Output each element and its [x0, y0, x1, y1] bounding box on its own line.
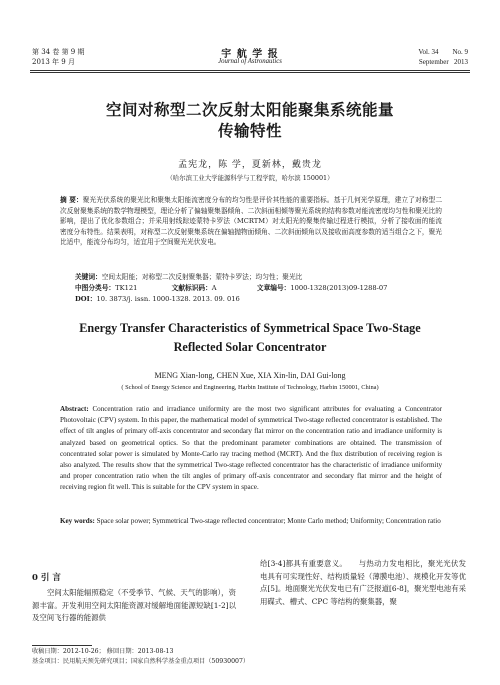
affiliation-en: ( School of Energy Science and Engineering, Harbin Institute of Technology, Harbin 150001, China)	[121, 384, 379, 391]
clc-label: 中图分类号：	[75, 284, 116, 292]
abstract-zh-text: 聚光光伏系统的聚光比和聚集太阳能流密度分布的均匀性是评价其性能的重要指标。基于几何光学原理，建立了对称型二次反射聚集系统的数学物理模型，理论分析了偏轴聚集器倾角、二次斜面相倾等聚光系统的结构参数对能流密度均匀性和聚光比的影响，提出了优化参数组合；并采用射线踪迹蒙特卡罗法（MCRTM）对太阳光的聚集传输过程进行模拟，分析了接收面的能流密度分布特性。结果表明，对称型二次反射聚集系统在偏轴抛物面倾角、二次斜面倾角以及接收面高度参数的适当组合之下，聚光比适中，能流分布均匀，适宜用于空间聚光光伏发电。	[60, 196, 443, 247]
doi-label: DOI：	[75, 295, 97, 303]
issue-date: 2013 年 9 月	[32, 58, 75, 66]
abstract-zh	[60, 195, 442, 248]
keywords-en-text: Space solar power; Symmetrical Two-stage reflected concentrator; Monte Carlo method; Uniformity; Concentration ratio	[96, 517, 441, 525]
body-right-column: 给[3-4]都具有重要意义。 与热动力发电相比，聚光光伏发电具有可实现性好、结构质量轻（薄膜电池）、规模化开发等优点[5]。地面聚光光伏发电已有广泛报道[6-8]，聚光型电池有采用碟式、槽式、CPC 等结构的聚集器，聚	[260, 559, 466, 607]
issue-label: 第 34 卷 第 9 期	[32, 48, 85, 56]
classification-line	[75, 283, 455, 294]
footnote-rule	[32, 645, 92, 646]
title-en-line2: Reflected Solar Concentrator	[173, 340, 327, 354]
keywords-zh	[75, 272, 442, 283]
clc-value: TK121	[115, 284, 138, 292]
article-no-value: 1000-1328(2013)09-1288-07	[290, 284, 388, 292]
keywords-zh-label: 关键词：	[75, 273, 102, 281]
body-left-column: 空间太阳能辐照稳定（不受季节、气候、天气的影响），资源丰富。开发利用空间太阳能资源对缓解地面能源短缺[1-2]以及空间飞行器的能源供	[32, 588, 236, 623]
title-zh-line1: 空间对称型二次反射太阳能聚集系统能量	[105, 100, 394, 119]
keywords-zh-text: 空间太阳能；对称型二次反射聚集器；蒙特卡罗法；均匀性；聚光比	[101, 273, 303, 281]
keywords-en	[60, 516, 442, 527]
header-rule	[30, 70, 470, 71]
section-heading: 0 引 言	[32, 573, 61, 583]
title-zh-line2: 传输特性	[217, 121, 282, 140]
doi-value: 10. 3873/j. issn. 1000-1328. 2013. 09. 016	[96, 295, 240, 303]
header-rule-thin	[30, 72, 470, 73]
abstract-zh-label: 摘 要：	[60, 196, 83, 204]
volume-label: Vol. 34 No. 9	[418, 48, 468, 56]
doc-code-value: A	[211, 284, 217, 292]
abstract-en	[60, 404, 442, 494]
abstract-en-label: Abstract:	[60, 405, 89, 413]
title-en-line1: Energy Transfer Characteristics of Symmetrical Space Two-Stage	[79, 321, 421, 335]
keywords-en-label: Key words:	[60, 517, 95, 525]
authors-zh: 孟宪龙，陈 学，夏新林，戴贵龙	[178, 160, 322, 170]
doc-code-label: 文献标识码：	[171, 284, 212, 292]
journal-name-en: Journal of Astronautics	[218, 58, 282, 65]
footnote-funding: 基金项目：民用航天预先研究项目；国家自然科学基金重点项目（50930007）	[32, 658, 250, 665]
abstract-en-text: Concentration ratio and irradiance uniformity are the most two significant attributes for evaluating a Concentrator Photovoltaic (CPV) system. In this paper, the mathematical model of symmetrical Two-stage reflected concentrator is established. The effect of tilt angles of primary off-axis concentrator and secondary flat mirror on the concentration ratio and irradiance uniformity is analyzed based on geometrical optics. So that the predominant parameter combinations are obtained. The transmission of concentrated solar power is simulated by Monte-Carlo ray tracing method (MCRT). And the flux distribution of receiving region is also analyzed. The results show that the symmetrical Two-stage reflected concentrator has the characteristic of irradiance uniformity and proper concentration ratio when the tilt angles of primary off-axis concentrator and secondary flat mirror and the height of receiving region fit well. This is suitable for the CPV system in space.	[60, 405, 442, 492]
doi-line	[75, 294, 442, 305]
affiliation-zh: （哈尔滨工业大学能源科学与工程学院，哈尔滨 150001）	[166, 174, 334, 182]
article-no-label: 文章编号：	[256, 284, 291, 292]
authors-en: MENG Xian-long, CHEN Xue, XIA Xin-lin, DAI Gui-long	[154, 371, 346, 380]
journal-name-zh: 宇 航 学 报	[221, 49, 279, 60]
volume-date: September 2013	[418, 58, 468, 66]
footnote-dates: 收稿日期：2012-10-26； 修回日期：2013-08-13	[32, 648, 174, 655]
